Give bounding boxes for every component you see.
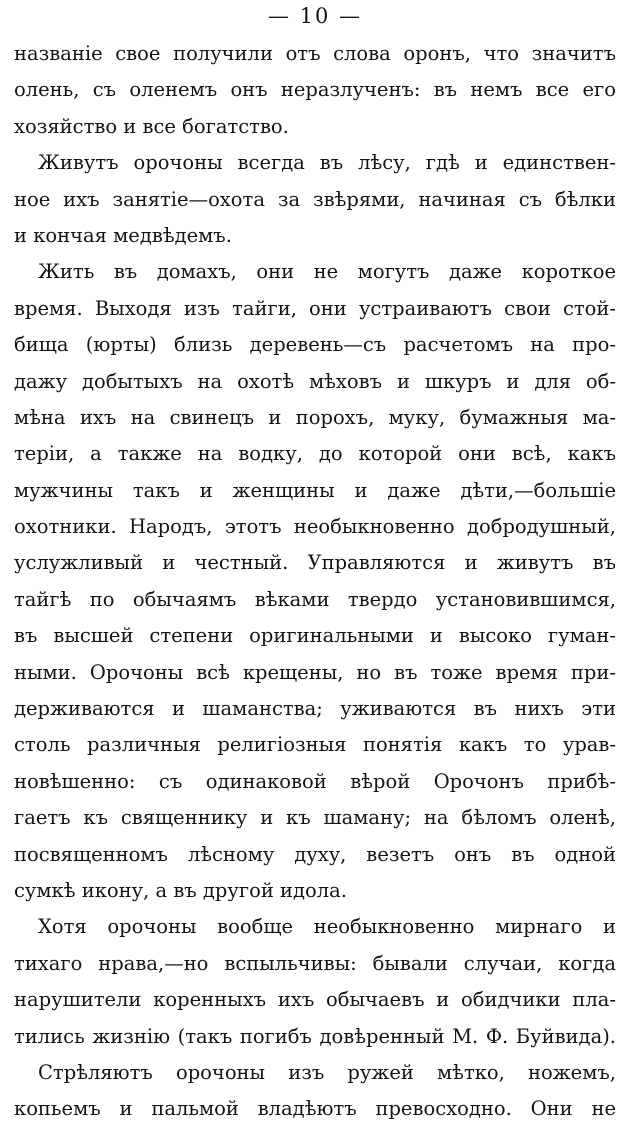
text-line: услужливый и честный. Управляются и живутъ въ <box>14 551 616 575</box>
text-line: мѣна ихъ на свинецъ и порохъ, муку, бумажныя ма- <box>14 405 616 429</box>
text-line: нарушители коренныхъ ихъ обычаевъ и обидчики пла- <box>14 988 616 1012</box>
text-line: тились жизнію (такъ погибъ довѣренный М. Ф. Буйвида). <box>14 1024 616 1048</box>
text-line: копьемъ и пальмой владѣютъ превосходно. Они не <box>14 1097 616 1121</box>
text-line: охотники. Народъ, этотъ необыкновенно добродушный, <box>14 515 616 539</box>
text-line: Хотя орочоны вообще необыкновенно мирнаго и <box>38 915 616 939</box>
text-line: тайгѣ по обычаямъ вѣками твердо установившимся, <box>14 587 616 611</box>
text-line: новѣшенно: съ одинаковой вѣрой Орочонъ прибѣ- <box>14 769 616 793</box>
text-line: въ высшей степени оригинальными и высоко гуман- <box>14 624 616 648</box>
text-line: держиваются и шаманства; уживаются въ нихъ эти <box>14 697 616 721</box>
text-line: бища (юрты) близь деревень—съ расчетомъ на про- <box>14 333 616 357</box>
paragraph-1 <box>14 36 616 145</box>
text-line: теріи, а также на водку, до которой они всѣ, какъ <box>14 442 616 466</box>
page-number: — 10 — <box>267 4 363 28</box>
text-line: ными. Орочоны всѣ крещены, но въ тоже время при- <box>14 660 616 684</box>
text-line: посвященномъ лѣсному духу, везетъ онъ въ одной <box>14 842 616 866</box>
text-line: столь различныя религіозныя понятія какъ то урав- <box>14 733 616 757</box>
text-line: Стрѣляютъ орочоны изъ ружей мѣтко, ножемъ, <box>38 1060 616 1084</box>
text-line: время. Выходя изъ тайги, они устраиваютъ свои стой- <box>14 296 616 320</box>
text-line: дажу добытыхъ на охотѣ мѣховъ и шкуръ и для об- <box>14 369 616 393</box>
text-line: тихаго нрава,—но вспыльчивы: бывали случаи, когда <box>14 951 616 975</box>
text-line: названіе свое получили отъ слова оронъ, что значитъ <box>14 42 616 65</box>
text-line: олень, съ оленемъ онъ неразлученъ: въ немъ все его <box>14 78 616 102</box>
paragraph-2 <box>14 145 616 254</box>
text-line: и кончая медвѣдемъ. <box>14 223 232 247</box>
text-line: мужчины такъ и женщины и даже дѣти,—большіе <box>14 478 616 502</box>
paragraph-4 <box>14 909 616 1055</box>
text-line: хозяйство и все богатство. <box>14 114 289 138</box>
text-line: сумкѣ икону, а въ другой идола. <box>14 878 347 902</box>
paragraph-5 <box>14 1055 616 1128</box>
text-line: Живутъ орочоны всегда въ лѣсу, гдѣ и единствен- <box>38 151 616 175</box>
paragraph-3 <box>14 254 616 909</box>
text-line: ное ихъ занятіе—охота за звѣрями, начиная съ бѣлки <box>14 187 616 211</box>
text-line: гаетъ къ священнику и къ шаману; на бѣломъ оленѣ, <box>14 806 616 830</box>
text-line: Жить въ домахъ, они не могутъ даже короткое <box>38 260 616 284</box>
